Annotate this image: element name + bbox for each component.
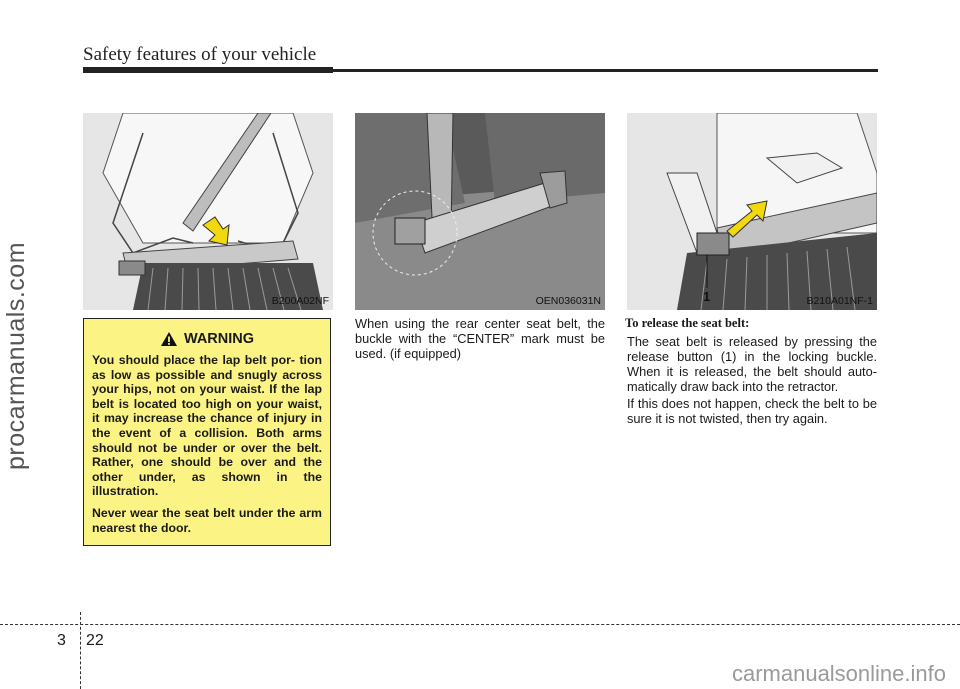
release-heading: To release the seat belt: <box>625 316 750 330</box>
warning-box <box>83 318 331 546</box>
page-chapter: 3 <box>57 632 66 649</box>
page-header-title: Safety features of your vehicle <box>83 44 317 65</box>
bottom-watermark: carmanualsonline.info <box>731 661 946 686</box>
figure-lap-belt <box>83 113 333 310</box>
warning-heading <box>92 331 322 347</box>
center-belt-illustration <box>355 113 605 310</box>
warning-paragraph: Never wear the seat belt under the arm nearest the door. <box>92 505 322 535</box>
warning-triangle-icon <box>160 331 178 347</box>
warning-title: WARNING <box>183 331 255 347</box>
release-paragraph-1: The seat belt is released by pressing the release button (1) in the locking buckle. When it is released, the belt should auto- matically draw back into the retractor. <box>627 334 877 394</box>
side-watermark: procarmanuals.com <box>2 241 30 470</box>
header-rule-accent <box>83 67 333 73</box>
release-belt-illustration <box>627 113 877 310</box>
center-belt-text: When using the rear center seat belt, the buckle with the “CENTER” mark must be used. (if equipped) <box>355 316 605 361</box>
figure-caption: OEN036031N <box>535 295 601 307</box>
figure-release-belt <box>627 113 877 310</box>
release-paragraph-2: If this does not happen, check the belt to be sure it is not twisted, then try again. <box>627 396 877 426</box>
page-number: 22 <box>86 632 104 649</box>
footer-divider <box>80 612 81 689</box>
callout-number: 1 <box>703 289 711 304</box>
footer-rule <box>0 624 960 625</box>
warning-paragraph: You should place the lap belt por- tion as low as possible and snugly across your hips, not on your waist. If the lap belt is located too high on your waist, it may increase the chance of injury in the event of a collision. Both arms should not be under or over the belt. Rather, one should be over and the other under, as shown in the illustration. <box>92 353 322 499</box>
figure-caption: B200A02NF <box>271 295 329 307</box>
figure-center-belt <box>355 113 605 310</box>
lap-belt-illustration <box>83 113 333 310</box>
figure-caption: B210A01NF-1 <box>806 295 873 307</box>
